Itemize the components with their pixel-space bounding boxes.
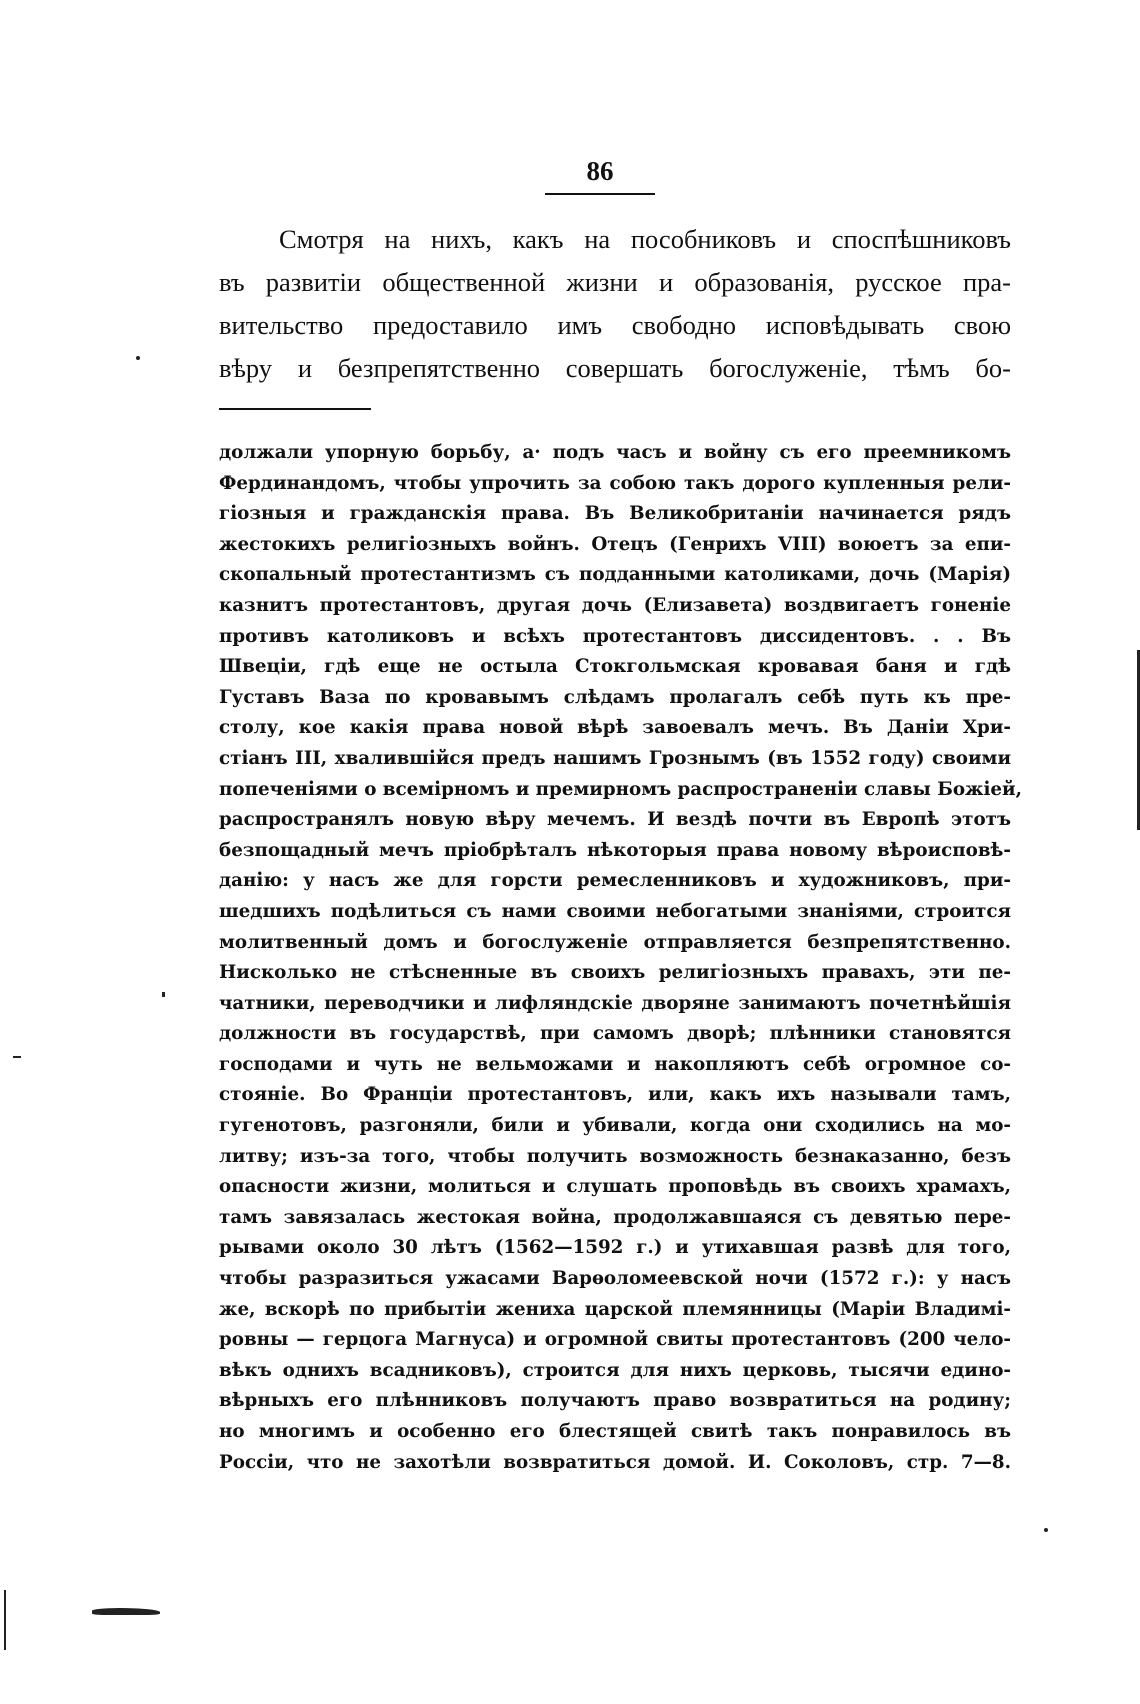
scan-speck xyxy=(162,992,165,997)
main-paragraph xyxy=(219,218,1011,390)
footnote-line: безпощадный мечъ пріобрѣталъ нѣкоторыя права новому вѣроисповѣ- xyxy=(219,839,1011,861)
footnote-line: казнитъ протестантовъ, другая дочь (Елизавета) воздвигаетъ гоненіе xyxy=(219,594,1011,616)
footnote-line: противъ католиковъ и всѣхъ протестантовъ диссидентовъ. . . Въ xyxy=(219,625,1011,647)
footnote-line: столу, кое какія права новой вѣрѣ завоевалъ мечъ. Въ Даніи Хри- xyxy=(219,717,1011,739)
footnote xyxy=(219,438,1022,1478)
footnote-line: Россіи, что не захотѣли возвратиться домой. И. Соколовъ, стр. 7—8. xyxy=(219,1451,1011,1473)
footnote-separator-rule xyxy=(219,408,371,410)
footnote-line: господами и чуть не вельможами и накопляютъ себѣ огромное со- xyxy=(219,1053,1011,1075)
footnote-line: молитвенный домъ и богослуженіе отправляется безпрепятственно. xyxy=(219,931,1011,953)
main-text-line: вѣру и безпрепятственно совершать богослуженіе, тѣмъ бо- xyxy=(219,353,1011,383)
footnote-line: жестокихъ религіозныхъ войнъ. Отецъ (Генрихъ VIII) воюетъ за епи- xyxy=(219,533,1011,555)
footnote-line: ровны — герцога Магнуса) и огромной свиты протестантовъ (200 чело- xyxy=(219,1329,1011,1351)
main-text-line: вительство предоставило имъ свободно исповѣдывать свою xyxy=(219,310,1011,340)
footnote-line: опасности жизни, молиться и слушать проповѣдь въ своихъ храмахъ, xyxy=(219,1176,1011,1198)
footnote-line: вѣрныхъ его плѣнниковъ получаютъ право возвратиться на родину; xyxy=(219,1390,1011,1412)
footnote-line: Нисколько не стѣсненные въ своихъ религіозныхъ правахъ, эти пе- xyxy=(219,962,1011,984)
footnote-line: попеченіями о всемірномъ и премирномъ распространеніи славы Божіей, xyxy=(219,778,1022,800)
footnote-line: гіозныя и гражданскія права. Въ Великобританіи начинается рядъ xyxy=(219,503,1011,525)
page-number-rule xyxy=(545,193,655,195)
footnote-line: шедшихъ подѣлиться съ нами своими небогатыми знаніями, строится xyxy=(219,900,1011,922)
scan-speck xyxy=(13,1056,21,1058)
footnote-line: но многимъ и особенно его блестящей свитѣ такъ понравилось въ xyxy=(219,1421,1011,1442)
scan-speck xyxy=(1044,1528,1048,1532)
scan-ink-blot xyxy=(92,1608,160,1615)
page-number: 86 xyxy=(586,156,614,186)
footnote-line: чатники, переводчики и лифляндскіе дворяне занимаютъ почетнѣйшія xyxy=(219,992,1011,1014)
footnote-line: литву; изъ-за того, чтобы получить возможность безнаказанно, безъ xyxy=(219,1145,1011,1167)
footnote-line: Фердинандомъ, чтобы упрочить за собою такъ дорого купленныя рели- xyxy=(219,472,1011,494)
scan-speck xyxy=(136,356,140,360)
footnote-line: распространялъ новую вѣру мечемъ. И вездѣ почти въ Европѣ этотъ xyxy=(219,809,1011,831)
footnote-line: скопальный протестантизмъ съ подданными католиками, дочь (Марія) xyxy=(219,564,1011,586)
footnote-line: тамъ завязалась жестокая война, продолжавшаяся съ девятью пере- xyxy=(219,1206,1011,1228)
footnote-line: чтобы разразиться ужасами Варѳоломеевской ночи (1572 г.): у насъ xyxy=(219,1268,1011,1290)
footnote-line: должности въ государствѣ, при самомъ дворѣ; плѣнники становятся xyxy=(219,1023,1011,1045)
scan-speck xyxy=(4,1590,6,1650)
footnote-line: Швеціи, гдѣ еще не остыла Стокгольмская кровавая баня и гдѣ xyxy=(219,656,1011,678)
footnote-line: стояніе. Во Франціи протестантовъ, или, какъ ихъ называли тамъ, xyxy=(219,1084,1011,1106)
footnote-line: стіанъ III, хвалившійся предъ нашимъ Грознымъ (въ 1552 году) своими xyxy=(219,747,1011,769)
main-text-line: Смотря на нихъ, какъ на пособниковъ и споспѣшниковъ xyxy=(279,224,1011,254)
footnote-line: вѣкъ однихъ всадниковъ), строится для нихъ церковь, тысячи едино- xyxy=(219,1359,1011,1381)
footnote-line: рывами около 30 лѣтъ (1562—1592 г.) и утихавшая развѣ для того, xyxy=(219,1237,1011,1259)
footnote-line: должали упорную борьбу, а· подъ часъ и войну съ его преемникомъ xyxy=(219,442,1011,463)
main-text-line: въ развитіи общественной жизни и образованія, русское пра- xyxy=(219,267,1011,297)
footnote-line: же, вскорѣ по прибытіи жениха царской племянницы (Маріи Владимі- xyxy=(219,1298,1011,1320)
footnote-line: гугенотовъ, разгоняли, били и убивали, когда они сходились на мо- xyxy=(219,1115,1011,1137)
footnote-line: данію: у насъ же для горсти ремесленниковъ и художниковъ, при- xyxy=(219,870,1011,892)
footnote-line: Густавъ Ваза по кровавымъ слѣдамъ пролагалъ себѣ путь къ пре- xyxy=(219,686,1011,708)
